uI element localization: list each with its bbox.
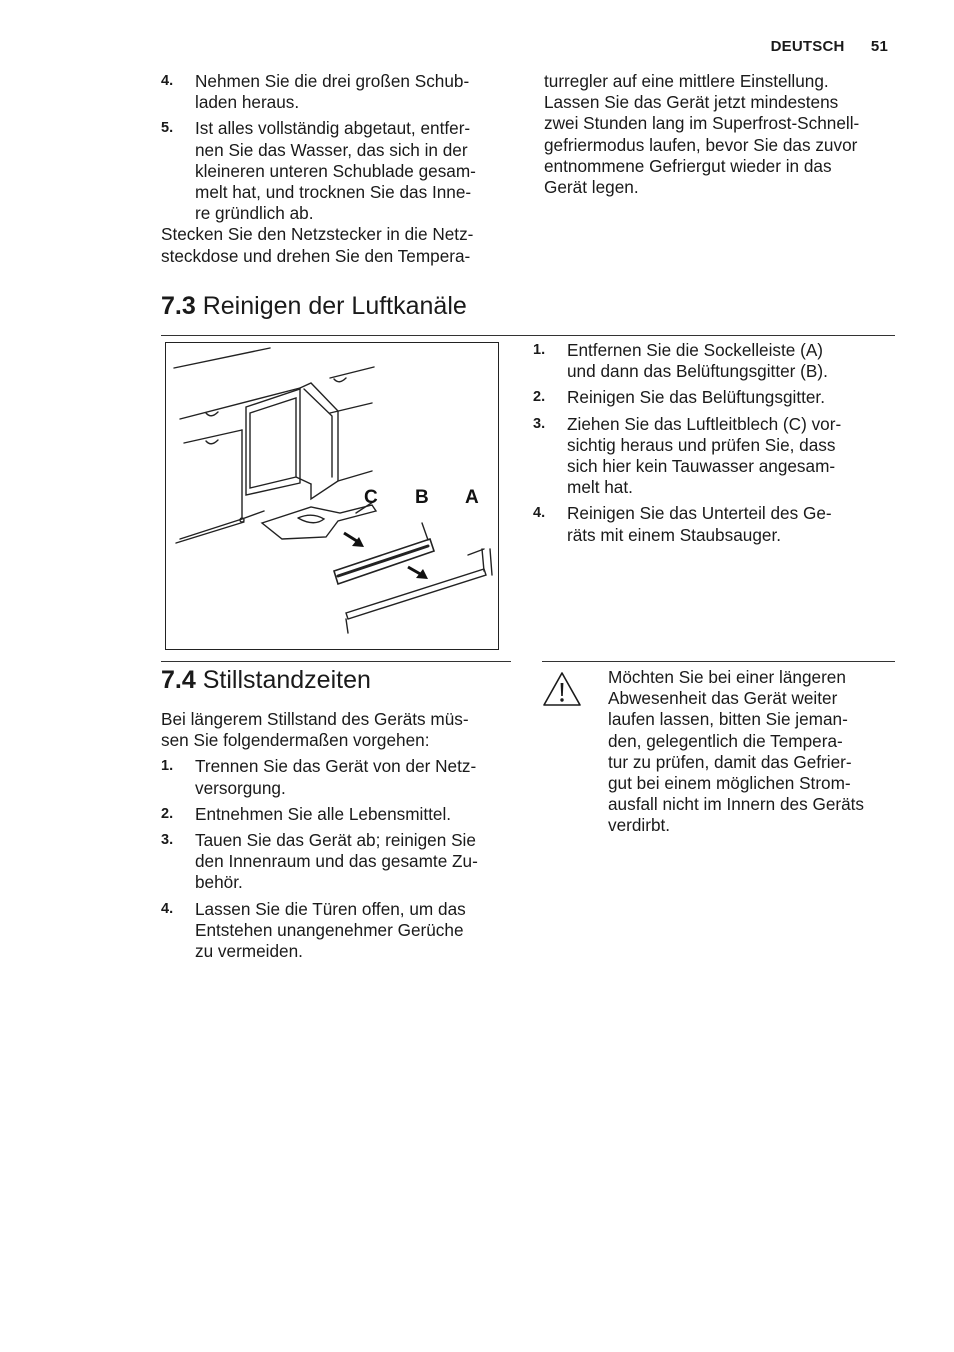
step-text-line: sich hier kein Tauwasser angesam- xyxy=(567,456,836,477)
section-number: 7.3 xyxy=(161,292,196,320)
appliance-diagram xyxy=(166,343,498,649)
list-item xyxy=(161,804,521,825)
warning-line: Abwesenheit das Gerät weiter xyxy=(608,688,838,709)
section-number: 7.4 xyxy=(161,666,196,694)
list-item xyxy=(161,899,521,963)
paragraph-line: Bei längerem Stillstand des Geräts müs- xyxy=(161,709,469,729)
step-text-line: Trennen Sie das Gerät von der Netz- xyxy=(195,756,477,777)
step-text-line: räts mit einem Staubsauger. xyxy=(567,524,781,545)
section-7-3-steps xyxy=(533,340,903,551)
step-number: 2. xyxy=(161,805,174,822)
section-title: Stillstandzeiten xyxy=(202,666,371,694)
warning-line: verdirbt. xyxy=(608,815,671,836)
label-a: A xyxy=(465,487,479,508)
step-text-line: den Innenraum und das gesamte Zu- xyxy=(195,851,478,872)
warning-divider xyxy=(542,661,895,662)
paragraph-line: sen Sie folgendermaßen vorgehen: xyxy=(161,730,430,751)
step-text-line: sichtig heraus und prüfen Sie, dass xyxy=(567,434,836,455)
list-item xyxy=(533,503,903,545)
step-text-line: Ist alles vollständig abgetaut, entfer- xyxy=(195,118,471,139)
step-text-line: laden heraus. xyxy=(195,92,300,113)
step-number: 4. xyxy=(161,900,174,917)
step-text-line: melt hat. xyxy=(567,477,633,498)
paragraph-line: Gerät legen. xyxy=(544,177,639,198)
page-header xyxy=(749,38,888,55)
step-text-line: Tauen Sie das Gerät ab; reinigen Sie xyxy=(195,830,476,851)
step-number: 5. xyxy=(161,120,174,137)
list-item xyxy=(533,340,903,382)
step-text-line: Reinigen Sie das Belüftungsgitter. xyxy=(567,387,825,408)
air-duct-illustration xyxy=(165,342,499,650)
step-text-line: Nehmen Sie die drei großen Schub- xyxy=(195,71,470,91)
section-divider xyxy=(161,661,511,662)
step-text-line: Lassen Sie die Türen offen, um das xyxy=(195,898,466,919)
warning-line: gut bei einem möglichen Strom- xyxy=(608,773,851,794)
list-item xyxy=(533,387,903,408)
paragraph-line: entnommene Gefriergut wieder in das xyxy=(544,155,832,176)
list-item xyxy=(161,71,521,113)
section-7-4-body xyxy=(161,709,521,967)
warning-line: ausfall nicht im Innern des Geräts xyxy=(608,794,865,815)
list-item xyxy=(161,118,521,224)
step-text-line: Ziehen Sie das Luftleitblech (C) vor- xyxy=(567,413,842,434)
warning-line: laufen lassen, bitten Sie jeman- xyxy=(608,709,848,730)
paragraph-line: gefriermodus laufen, bevor Sie das zuvor xyxy=(544,134,858,155)
label-c: C xyxy=(364,487,378,508)
step-text-line: Entnehmen Sie alle Lebensmittel. xyxy=(195,803,452,824)
list-item xyxy=(161,756,521,798)
intro-left-column xyxy=(161,71,521,267)
step-text-line: melt hat, und trocknen Sie das Inne- xyxy=(195,182,472,203)
warning-line: den, gelegentlich die Tempera- xyxy=(608,730,843,751)
list-item xyxy=(533,414,903,499)
warning-triangle-icon xyxy=(542,671,582,712)
section-heading-7-3 xyxy=(161,291,467,321)
section-heading-7-4 xyxy=(161,665,371,695)
paragraph-line: turregler auf eine mittlere Einstellung. xyxy=(544,71,829,91)
paragraph-line: steckdose und drehen Sie den Tempera- xyxy=(161,245,471,266)
step-text-line: Entfernen Sie die Sockelleiste (A) xyxy=(567,340,824,360)
step-text-line: zu vermeiden. xyxy=(195,941,303,962)
step-text-line: Entstehen unangenehmer Gerüche xyxy=(195,919,464,940)
step-number: 4. xyxy=(161,73,174,89)
step-number: 4. xyxy=(533,505,546,522)
warning-line: tur zu prüfen, damit das Gefrier- xyxy=(608,751,852,772)
step-number: 1. xyxy=(161,758,174,775)
step-text-line: Reinigen Sie das Unterteil des Ge- xyxy=(567,503,832,524)
step-number: 3. xyxy=(161,832,174,849)
step-number: 3. xyxy=(533,415,546,432)
step-number: 1. xyxy=(533,342,546,358)
section-title: Reinigen der Luftkanäle xyxy=(202,292,467,320)
warning-text xyxy=(608,667,908,837)
step-text-line: versorgung. xyxy=(195,777,286,798)
step-text-line: und dann das Belüftungsgitter (B). xyxy=(567,361,828,382)
paragraph-line: Lassen Sie das Gerät jetzt mindestens xyxy=(544,92,839,113)
step-number: 2. xyxy=(533,389,546,406)
warning-line: Möchten Sie bei einer längeren xyxy=(608,667,846,687)
step-text-line: nen Sie das Wasser, das sich in der xyxy=(195,139,468,160)
paragraph-line: Stecken Sie den Netzstecker in die Netz- xyxy=(161,224,474,245)
step-text-line: re gründlich ab. xyxy=(195,203,314,224)
intro-right-column xyxy=(544,71,904,198)
step-text-line: kleineren unteren Schublade gesam- xyxy=(195,160,476,181)
label-b: B xyxy=(415,487,429,508)
section-divider xyxy=(161,335,895,336)
header-language: DEUTSCH xyxy=(770,38,845,55)
list-item xyxy=(161,830,521,894)
step-text-line: behör. xyxy=(195,872,243,893)
paragraph-line: zwei Stunden lang im Superfrost-Schnell- xyxy=(544,113,860,134)
intro-paragraph xyxy=(161,224,521,266)
section-intro xyxy=(161,709,521,751)
page-number: 51 xyxy=(870,38,888,55)
